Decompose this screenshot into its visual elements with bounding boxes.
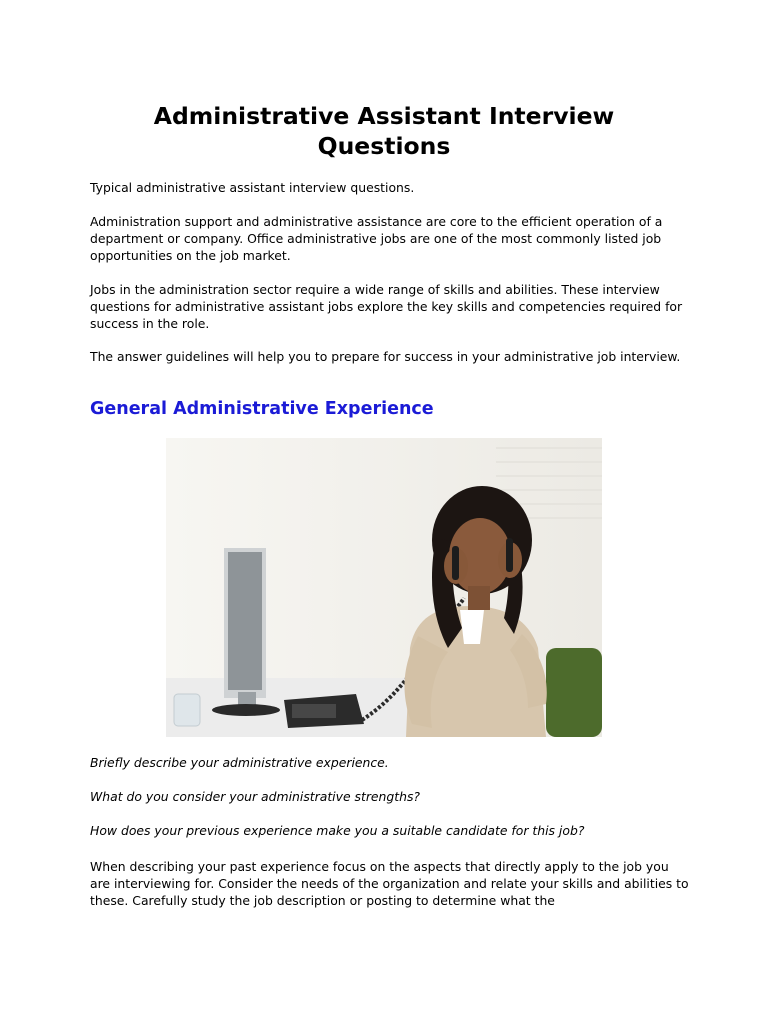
body-paragraph-3: The answer guidelines will help you to prepare for success in your administrative job interview.	[90, 349, 681, 364]
question-3: How does your previous experience make you a suitable candidate for this job?	[90, 823, 585, 838]
intro-paragraph: Typical administrative assistant interview questions.	[90, 180, 415, 195]
answer-paragraph: When describing your past experience focus on the aspects that directly apply to the job you are interviewing for. Consider the needs of the organization and relate your skills and abilities to these. Carefully study the job description or posting to determine what the	[90, 859, 689, 908]
question-1: Briefly describe your administrative experience.	[90, 755, 389, 770]
body-paragraph-1: Administration support and administrative assistance are core to the efficient operation of a department or company. Office administrative jobs are one of the most commonly listed job opportunities on the job market.	[90, 214, 663, 263]
body-paragraph-2: Jobs in the administration sector require a wide range of skills and abilities. These interview questions for administrative assistant jobs explore the key skills and competencies required for success in the role.	[90, 282, 683, 331]
question-2: What do you consider your administrative strengths?	[90, 789, 421, 804]
office-photo-illustration	[166, 438, 602, 737]
document-title: Administrative Assistant Interview Questions	[153, 102, 615, 160]
section-heading: General Administrative Experience	[90, 399, 434, 419]
office-photo	[166, 438, 602, 737]
